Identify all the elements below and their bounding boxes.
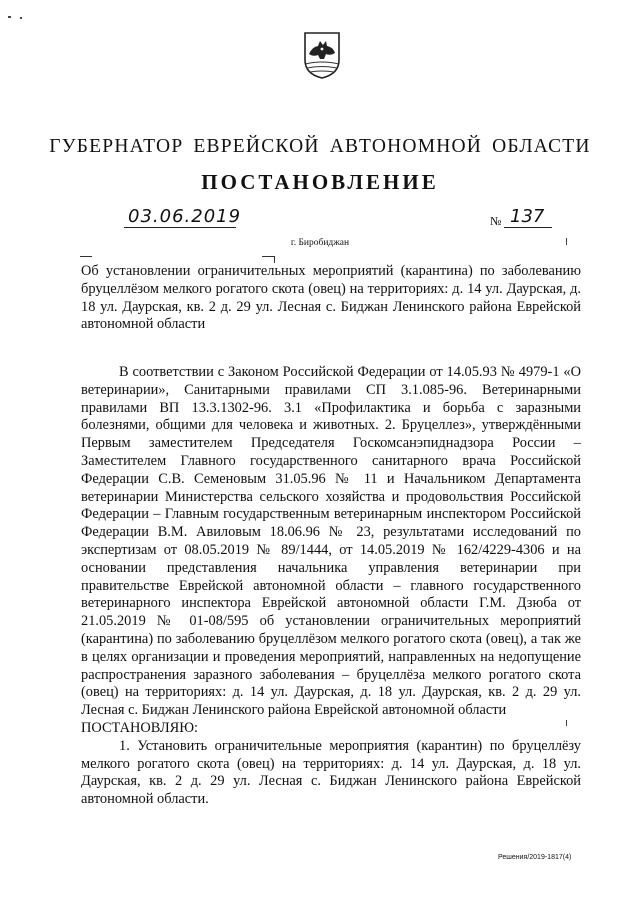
coat-of-arms-icon — [302, 30, 342, 80]
scan-speck — [566, 238, 567, 245]
document-type: ПОСТАНОВЛЕНИЕ — [201, 170, 439, 194]
scan-speck — [8, 16, 11, 18]
document-number: 137 — [510, 206, 545, 227]
document-body — [81, 364, 581, 809]
item-1-paragraph: 1. Установить ограничительные мероприятия (карантин) по бруцеллёзу мелкого рогатого скота (овец) на территориях: д. 14 ул. Даурская, д. 18 ул. Даурская, кв. 2 д. 29 ул. Лесная с. Биджан Ленинского района Еврейской автономной области. — [81, 737, 581, 808]
resolve-heading: ПОСТАНОВЛЯЮ: — [81, 719, 199, 736]
number-label: № — [490, 214, 502, 228]
title-corner-right — [262, 256, 275, 263]
footer-reference: Решения/2019-1817(4) — [498, 854, 572, 861]
date-underline — [124, 227, 236, 228]
city-label: г. Биробиджан — [290, 238, 350, 248]
document-date: 03.06.2019 — [128, 206, 242, 227]
preamble-paragraph: В соответствии с Законом Российской Федерации от 14.05.93 № 4979-1 «О ветеринарии», Санитарными правилами СП 3.1.085-96. Ветеринарными правилами ВП 13.3.1302-96. 3.1 «Профилактика и борьба с заразными болезнями, общими для человека и животных. 2. Бруцеллез», утверждёнными Первым заместителем Председателя Госкомсанэпиднадзора России – Заместителем Главного государственного санитарного врача Российской Федерации С.В. Семеновым 31.05.96 № 11 и Начальником Департамента ветеринарии Министерства сельского хозяйства и продовольствия Российской Федерации – Главным государственным ветеринарным инспектором Российской Федерации В.М. Авиловым 18.06.96 № 23, результатами исследований по экспертизам от 08.05.2019 № 89/1444, от 14.05.2019 № 162/4229-4306 и на основании представления начальника управления ветеринарии при правительстве Еврейской автономной области – главного государственного ветеринарного инспектора Еврейской автономной области Г.М. Дзюба от 21.05.2019 № 01-08/595 об установлении ограничительных мероприятий (карантина) по заболеванию бруцеллёзом мелкого рогатого скота (овец), а так же в целях организации и проведения мероприятий, направленных на недопущение распространения заразного заболевания – бруцеллёза мелкого рогатого скота (овец) на территориях: д. 14 ул. Даурская, д. 18 ул. Даурская, кв. 2 д. 29 ул. Лесная с. Биджан Ленинского района Еврейской автономной области — [81, 364, 581, 719]
number-underline — [504, 227, 552, 228]
title-corner-left — [80, 256, 92, 263]
governor-title: ГУБЕРНАТОР ЕВРЕЙСКОЙ АВТОНОМНОЙ ОБЛАСТИ — [49, 136, 591, 157]
document-title: Об установлении ограничительных мероприятий (карантина) по заболеванию бруцеллёзом мелкого рогатого скота (овец) на территориях: д. 14 ул. Даурская, д. 18 ул. Даурская, кв. 2 д. 29 ул. Лесная с. Биджан Ленинского района Еврейской автономной области — [81, 263, 581, 333]
scan-speck — [566, 720, 567, 726]
scan-speck — [20, 17, 22, 19]
